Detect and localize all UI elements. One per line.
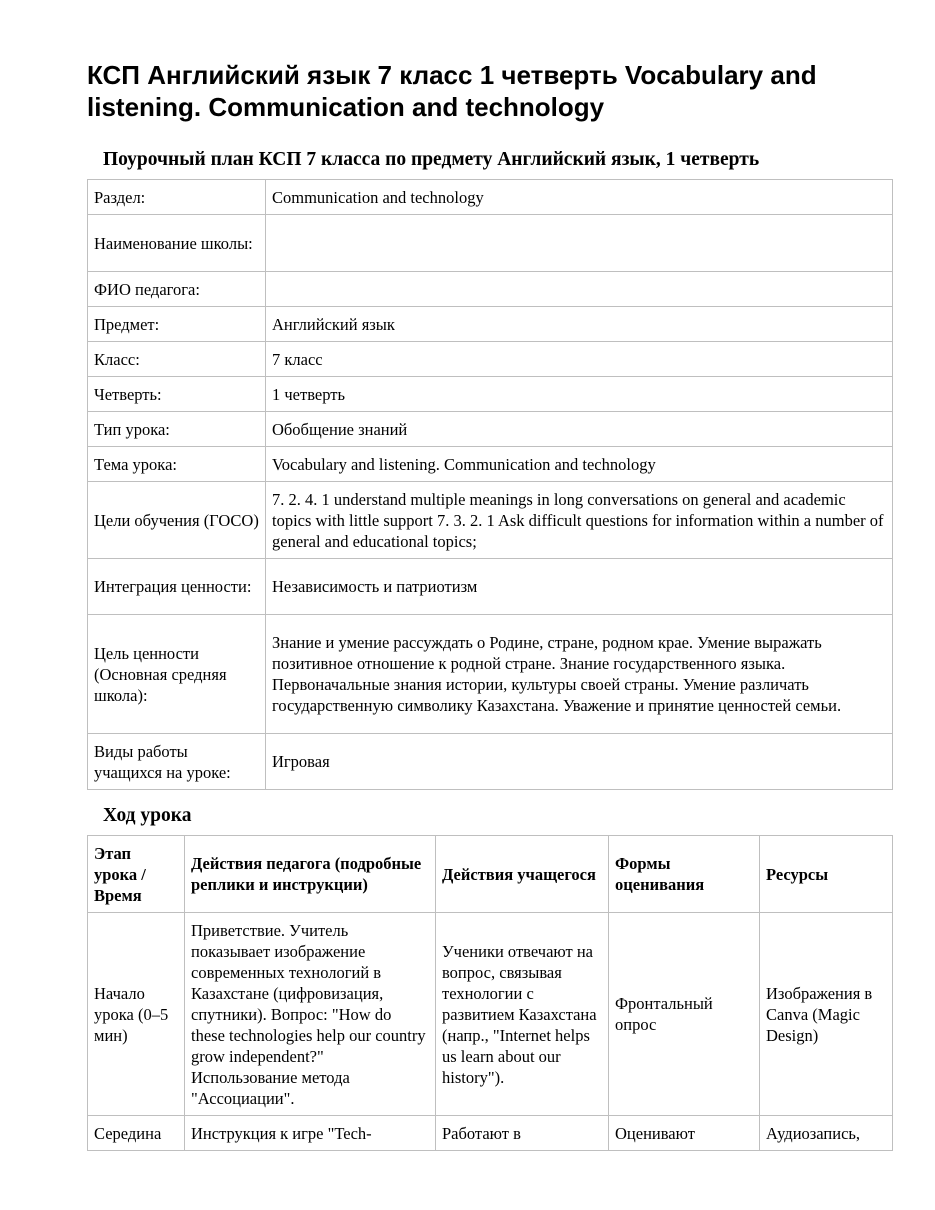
- table-cell: Работают в: [436, 1116, 609, 1151]
- info-row: [88, 377, 893, 412]
- info-key: Тема урока:: [88, 447, 266, 482]
- lesson-progress-heading: Ход урока: [103, 805, 192, 826]
- table-row: [88, 913, 893, 1116]
- info-row: [88, 412, 893, 447]
- info-row: [88, 180, 893, 215]
- column-header-stage: Этап урока / Время: [88, 836, 185, 913]
- info-value: Vocabulary and listening. Communication and technology: [266, 447, 893, 482]
- info-value: Знание и умение рассуждать о Родине, стране, родном крае. Умение выражать позитивное отношение к родной стране. Знание государственного языка. Первоначальные знания истории, культуры своей страны. Умение различать государственную символику Казахстана. Уважение и принятие ценностей семьи.: [266, 615, 893, 734]
- plan-heading: Поурочный план КСП 7 класса по предмету Английский язык, 1 четверть: [103, 149, 760, 170]
- info-row: [88, 615, 893, 734]
- info-row: [88, 272, 893, 307]
- lesson-info-table: [87, 179, 893, 790]
- column-header-resources: Ресурсы: [760, 836, 893, 913]
- table-cell: Начало урока (0–5 мин): [88, 913, 185, 1116]
- info-value: [266, 272, 893, 307]
- table-row: [88, 1116, 893, 1151]
- table-cell: Середина: [88, 1116, 185, 1151]
- lesson-progress-table: [87, 835, 893, 1151]
- info-row: [88, 482, 893, 559]
- info-row: [88, 342, 893, 377]
- table-cell: Инструкция к игре "Tech-: [185, 1116, 436, 1151]
- info-value: 1 четверть: [266, 377, 893, 412]
- info-row: [88, 447, 893, 482]
- info-value: Игровая: [266, 734, 893, 790]
- info-value: 7. 2. 4. 1 understand multiple meanings in long conversations on general and academic topics with little support 7. 3. 2. 1 Ask difficult questions for information within a number of general and educational topics;: [266, 482, 893, 559]
- info-key: ФИО педагога:: [88, 272, 266, 307]
- info-key: Класс:: [88, 342, 266, 377]
- page-title: КСП Английский язык 7 класс 1 четверть Vocabulary and listening. Communication and technology: [87, 60, 817, 122]
- column-header-teacher-actions: Действия педагога (подробные реплики и инструкции): [185, 836, 436, 913]
- column-header-student-actions: Действия учащегося: [436, 836, 609, 913]
- info-value: Независимость и патриотизм: [266, 559, 893, 615]
- table-header-row: [88, 836, 893, 913]
- info-value: Communication and technology: [266, 180, 893, 215]
- info-key: Цель ценности (Основная средняя школа):: [88, 615, 266, 734]
- info-key: Виды работы учащихся на уроке:: [88, 734, 266, 790]
- info-row: [88, 559, 893, 615]
- info-key: Предмет:: [88, 307, 266, 342]
- info-key: Раздел:: [88, 180, 266, 215]
- info-row: [88, 734, 893, 790]
- column-header-assessment: Формы оценивания: [609, 836, 760, 913]
- info-key: Тип урока:: [88, 412, 266, 447]
- info-row: [88, 307, 893, 342]
- table-cell: Аудиозапись,: [760, 1116, 893, 1151]
- table-cell: Ученики отвечают на вопрос, связывая технологии с развитием Казахстана (напр., "Internet helps us learn about our history").: [436, 913, 609, 1116]
- info-value: Обобщение знаний: [266, 412, 893, 447]
- table-cell: Приветствие. Учитель показывает изображение современных технологий в Казахстане (цифровизация, спутники). Вопрос: "How do these technologies help our country grow independent?" Использование метода "Ассоциации".: [185, 913, 436, 1116]
- info-value: 7 класс: [266, 342, 893, 377]
- table-cell: Фронтальный опрос: [609, 913, 760, 1116]
- info-key: Интеграция ценности:: [88, 559, 266, 615]
- info-key: Цели обучения (ГОСО): [88, 482, 266, 559]
- table-cell: Изображения в Canva (Magic Design): [760, 913, 893, 1116]
- info-row: [88, 215, 893, 272]
- info-value: [266, 215, 893, 272]
- table-cell: Оценивают: [609, 1116, 760, 1151]
- info-key: Четверть:: [88, 377, 266, 412]
- info-value: Английский язык: [266, 307, 893, 342]
- info-key: Наименование школы:: [88, 215, 266, 272]
